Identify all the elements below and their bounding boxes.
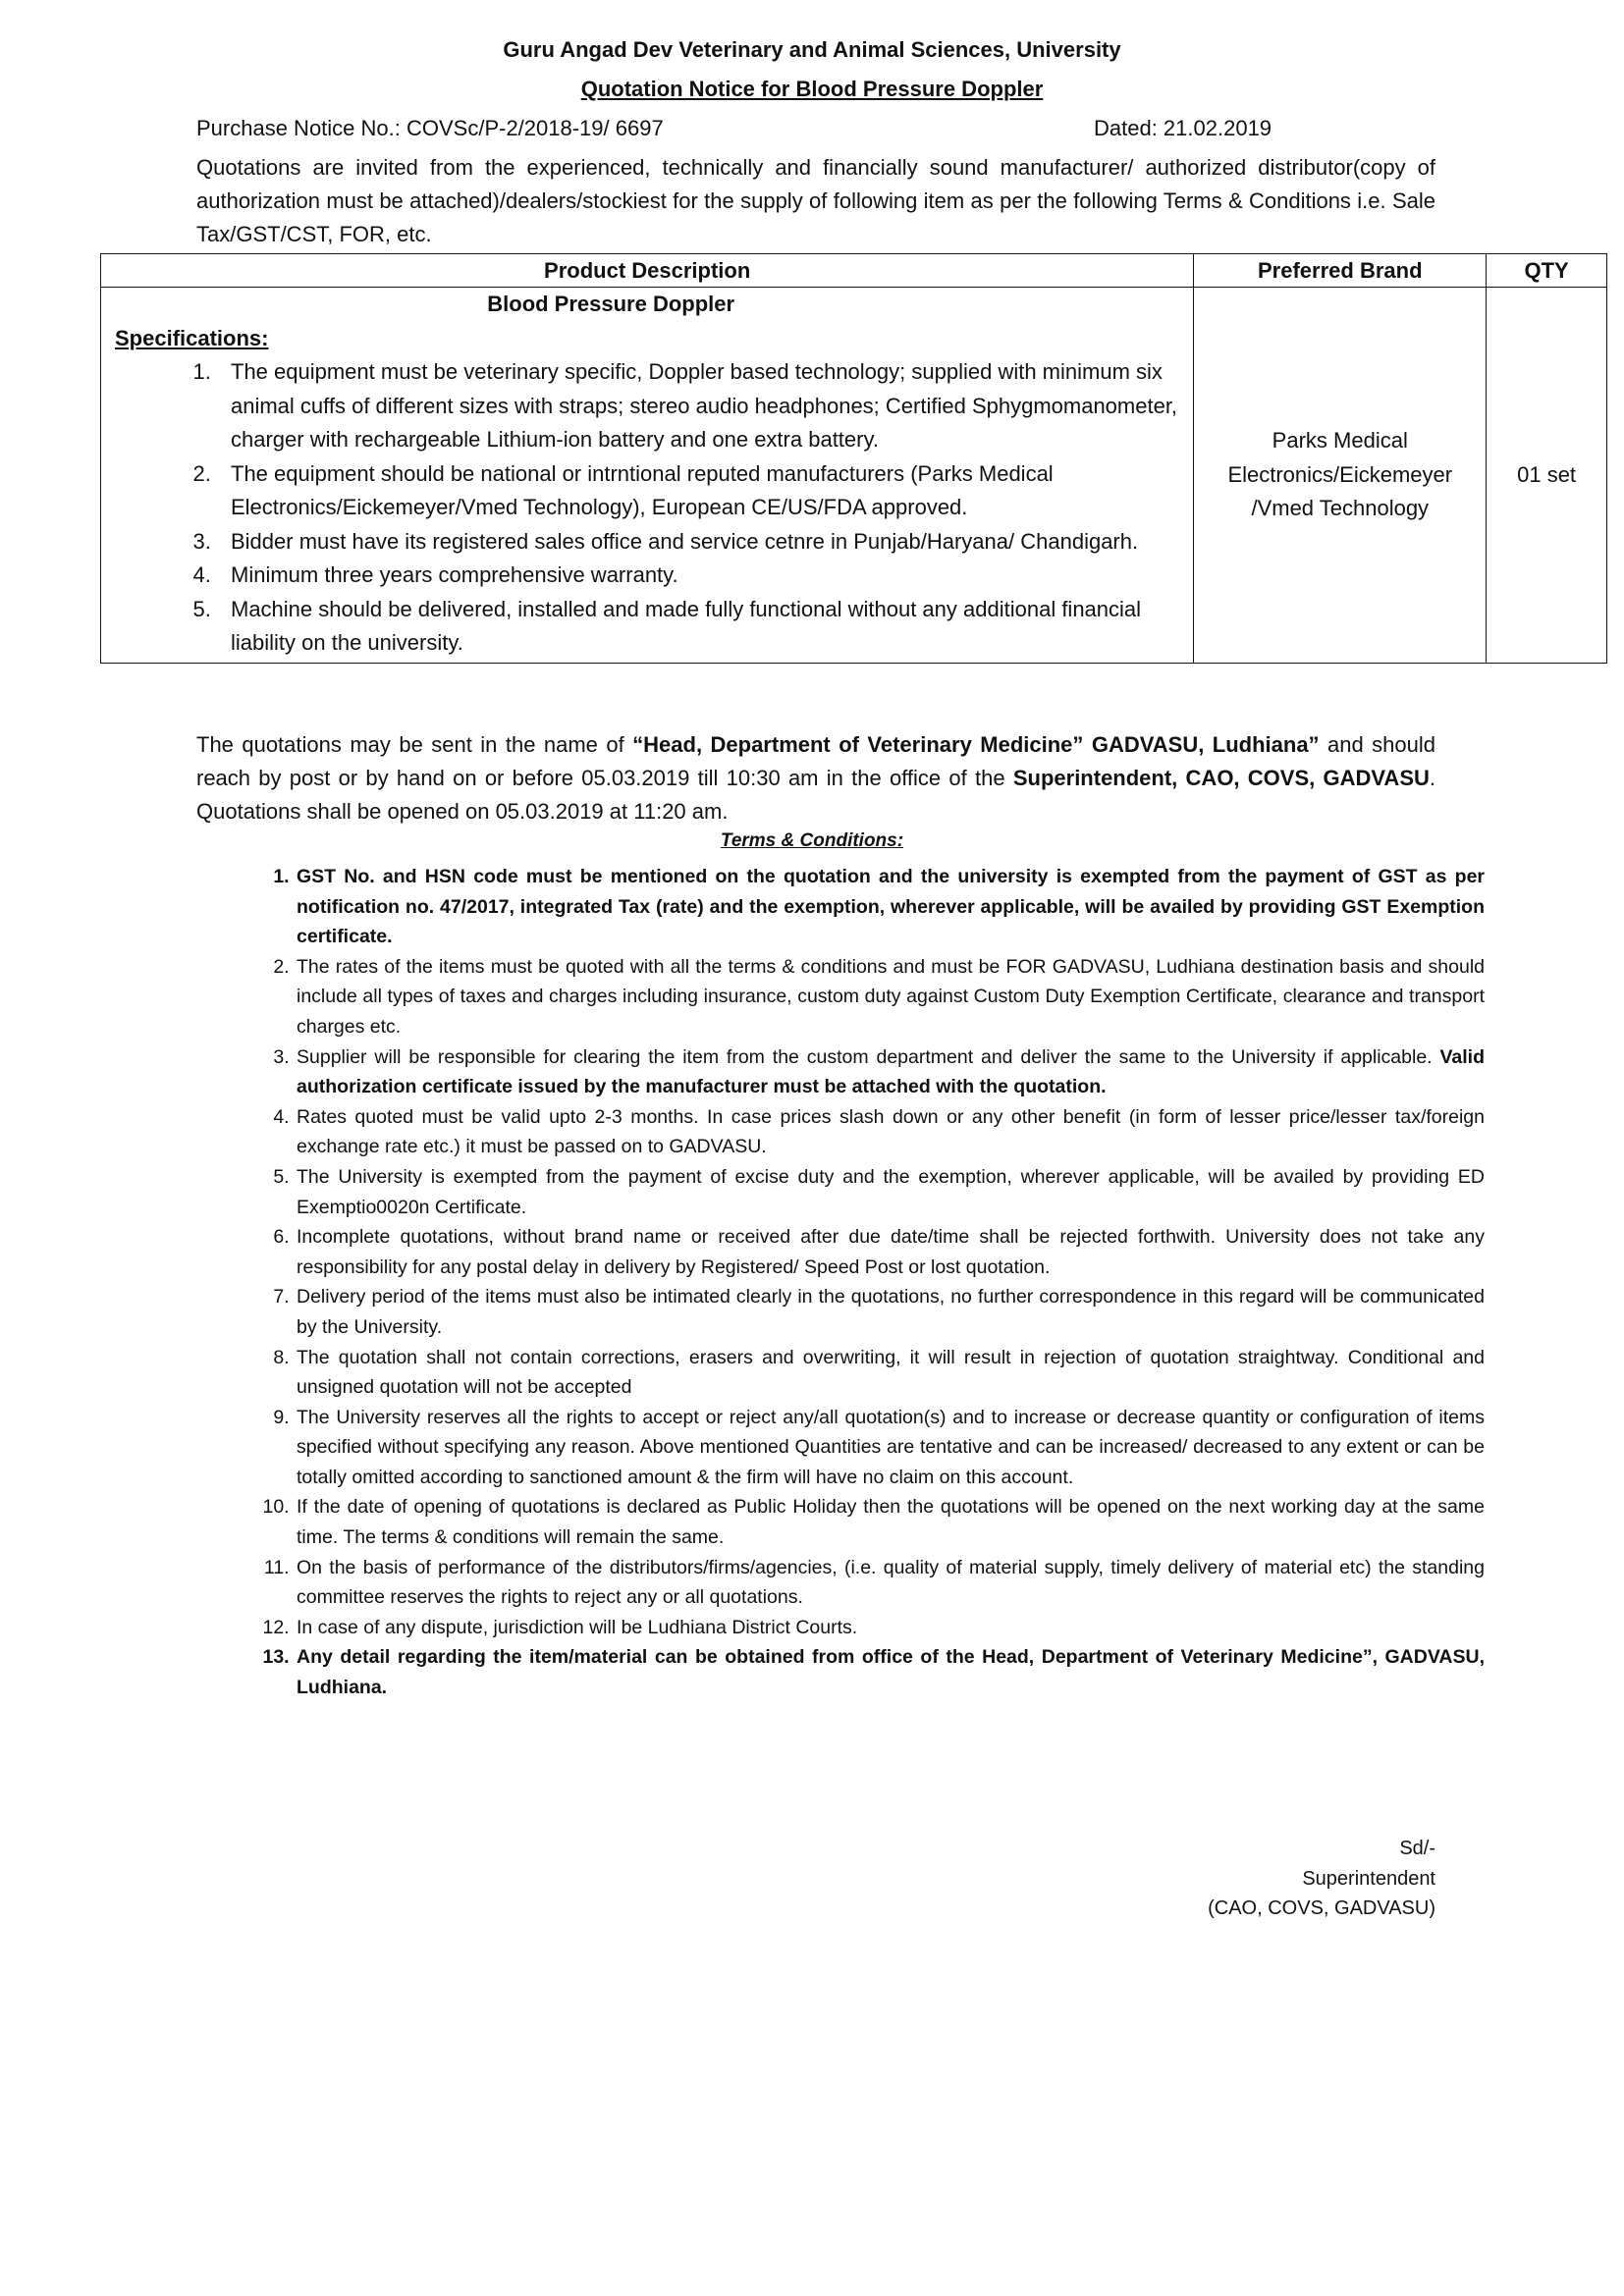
terms-heading: Terms & Conditions: xyxy=(720,830,904,851)
list-item: 7. Delivery period of the items must also be intimated clearly in the quotations, no further correspondence in this regard will be communicated by the University. xyxy=(295,1282,1485,1342)
intro-paragraph: Quotations are invited from the experienced, technically and financially sound manufacturer/ authorized distributor(copy of authorization must be attached)/dealers/stockiest for the supply of following item as per the following Terms & Conditions i.e. Sale Tax/GST/CST, FOR, etc. xyxy=(196,155,1435,246)
table-header-row xyxy=(101,254,1607,288)
preferred-brand-cell xyxy=(1194,288,1487,664)
organization-name: Guru Angad Dev Veterinary and Animal Sciences, University xyxy=(503,37,1121,62)
list-item: 2. The rates of the items must be quoted with all the terms & conditions and must be FOR GADVASU, Ludhiana destination basis and should include all types of taxes and charges including insurance, custom duty against Custom Duty Exemption Certificate, clearance and transport charges etc. xyxy=(295,952,1485,1042)
list-item: 8. The quotation shall not contain corrections, erasers and overwriting, it will result in rejection of quotation straightway. Conditional and unsigned quotation will not be accepted xyxy=(295,1343,1485,1403)
brand-line: Electronics/Eickemeyer xyxy=(1227,461,1453,487)
header-qty: QTY xyxy=(1487,254,1607,288)
table-row xyxy=(101,288,1607,664)
list-item xyxy=(295,1042,1485,1102)
specifications-list xyxy=(115,355,1185,661)
terms-list xyxy=(245,862,1485,1703)
list-item: 1. GST No. and HSN code must be mentioned on the quotation and the university is exempted from the payment of GST as per notification no. 47/2017, integrated Tax (rate) and the exemption, wherever applicable, will be availed by providing GST Exemption certificate. xyxy=(295,862,1485,952)
submission-text: The quotations may be sent in the name of xyxy=(196,732,633,757)
term-text: Supplier will be responsible for clearing the item from the custom department and deliver the same to the University if applicable. xyxy=(297,1045,1440,1068)
term-text-bold: Valid authorization certificate issued by the manufacturer must be attached with the quotation. xyxy=(297,1045,1485,1098)
submission-text: and should reach by post or by hand on or before 05.03.2019 till 10:30 am in the office of the xyxy=(196,732,1435,790)
submission-paragraph xyxy=(196,728,1435,828)
notice-date: Dated: 21.02.2019 xyxy=(1094,116,1272,140)
signature-sd: Sd/- xyxy=(1399,1838,1435,1859)
list-item: 5. Machine should be delivered, installed and made fully functional without any additional financial liability on the university. xyxy=(217,593,1185,661)
list-item: 1. The equipment must be veterinary specific, Doppler based technology; supplied with minimum six animal cuffs of different sizes with straps; stereo audio headphones; Certified Sphygmomanometer, charger with rechargeable Lithium-ion battery and one extra battery. xyxy=(217,355,1185,457)
brand-line: /Vmed Technology xyxy=(1251,496,1430,520)
product-table xyxy=(100,253,1607,664)
signature-block xyxy=(1208,1834,1435,1924)
list-item: 13. Any detail regarding the item/material can be obtained from office of the Head, Department of Veterinary Medicine”, GADVASU, Ludhiana. xyxy=(295,1642,1485,1702)
brand-line: Parks Medical xyxy=(1272,428,1408,453)
submission-addressee: “Head, Department of Veterinary Medicine” GADVASU, Ludhiana” xyxy=(632,732,1320,757)
submission-office: Superintendent, CAO, COVS, GADVASU xyxy=(1012,766,1430,790)
list-item: 11. On the basis of performance of the distributors/firms/agencies, (i.e. quality of material supply, timely delivery of material etc) the standing committee reserves the rights to reject any or all quotations. xyxy=(295,1553,1485,1613)
list-item: 4. Minimum three years comprehensive warranty. xyxy=(217,559,1185,593)
submission-text: . Quotations shall be opened on 05.03.2019 at 11:20 am. xyxy=(196,766,1436,824)
list-item: 10. If the date of opening of quotations is declared as Public Holiday then the quotations will be opened on the next working day at the same time. The terms & conditions will remain the same. xyxy=(295,1492,1485,1552)
list-item: 2. The equipment should be national or intrntional reputed manufacturers (Parks Medical Electronics/Eickemeyer/Vmed Technology), European CE/US/FDA approved. xyxy=(217,457,1185,525)
list-item: 9. The University reserves all the rights to accept or reject any/all quotation(s) and to increase or decrease quantity or configuration of items specified without specifying any reason. Above mentioned Quantities are tentative and can be increased/ decreased to any extent or can be totally omitted according to sanctioned amount & the firm will have no claim on this account. xyxy=(295,1403,1485,1493)
signatory-office: (CAO, COVS, GADVASU) xyxy=(1208,1897,1435,1919)
product-description-cell xyxy=(101,288,1194,664)
list-item: 3. Bidder must have its registered sales office and service cetnre in Punjab/Haryana/ Chandigarh. xyxy=(217,525,1185,560)
header-preferred-brand: Preferred Brand xyxy=(1194,254,1487,288)
list-item: 5. The University is exempted from the payment of excise duty and the exemption, wherever applicable, will be availed by providing ED Exemptio0020n Certificate. xyxy=(295,1162,1485,1222)
header-product-description: Product Description xyxy=(101,254,1194,288)
product-name: Blood Pressure Doppler xyxy=(487,292,735,316)
signatory-designation: Superintendent xyxy=(1302,1867,1435,1890)
qty-cell: 01 set xyxy=(1487,288,1607,664)
specifications-heading: Specifications: xyxy=(115,325,269,350)
list-item: 6. Incomplete quotations, without brand name or received after due date/time shall be rejected forthwith. University does not take any responsibility for any postal delay in delivery by Registered/ Speed Post or lost quotation. xyxy=(295,1222,1485,1282)
list-item: 4. Rates quoted must be valid upto 2-3 months. In case prices slash down or any other benefit (in form of lesser price/lesser tax/foreign exchange rate etc.) it must be passed on to GADVASU. xyxy=(295,1102,1485,1162)
list-item: 12. In case of any dispute, jurisdiction will be Ludhiana District Courts. xyxy=(295,1613,1485,1643)
purchase-notice-number: Purchase Notice No.: COVSc/P-2/2018-19/ 6697 xyxy=(196,116,664,140)
notice-title: Quotation Notice for Blood Pressure Doppler xyxy=(580,77,1044,101)
